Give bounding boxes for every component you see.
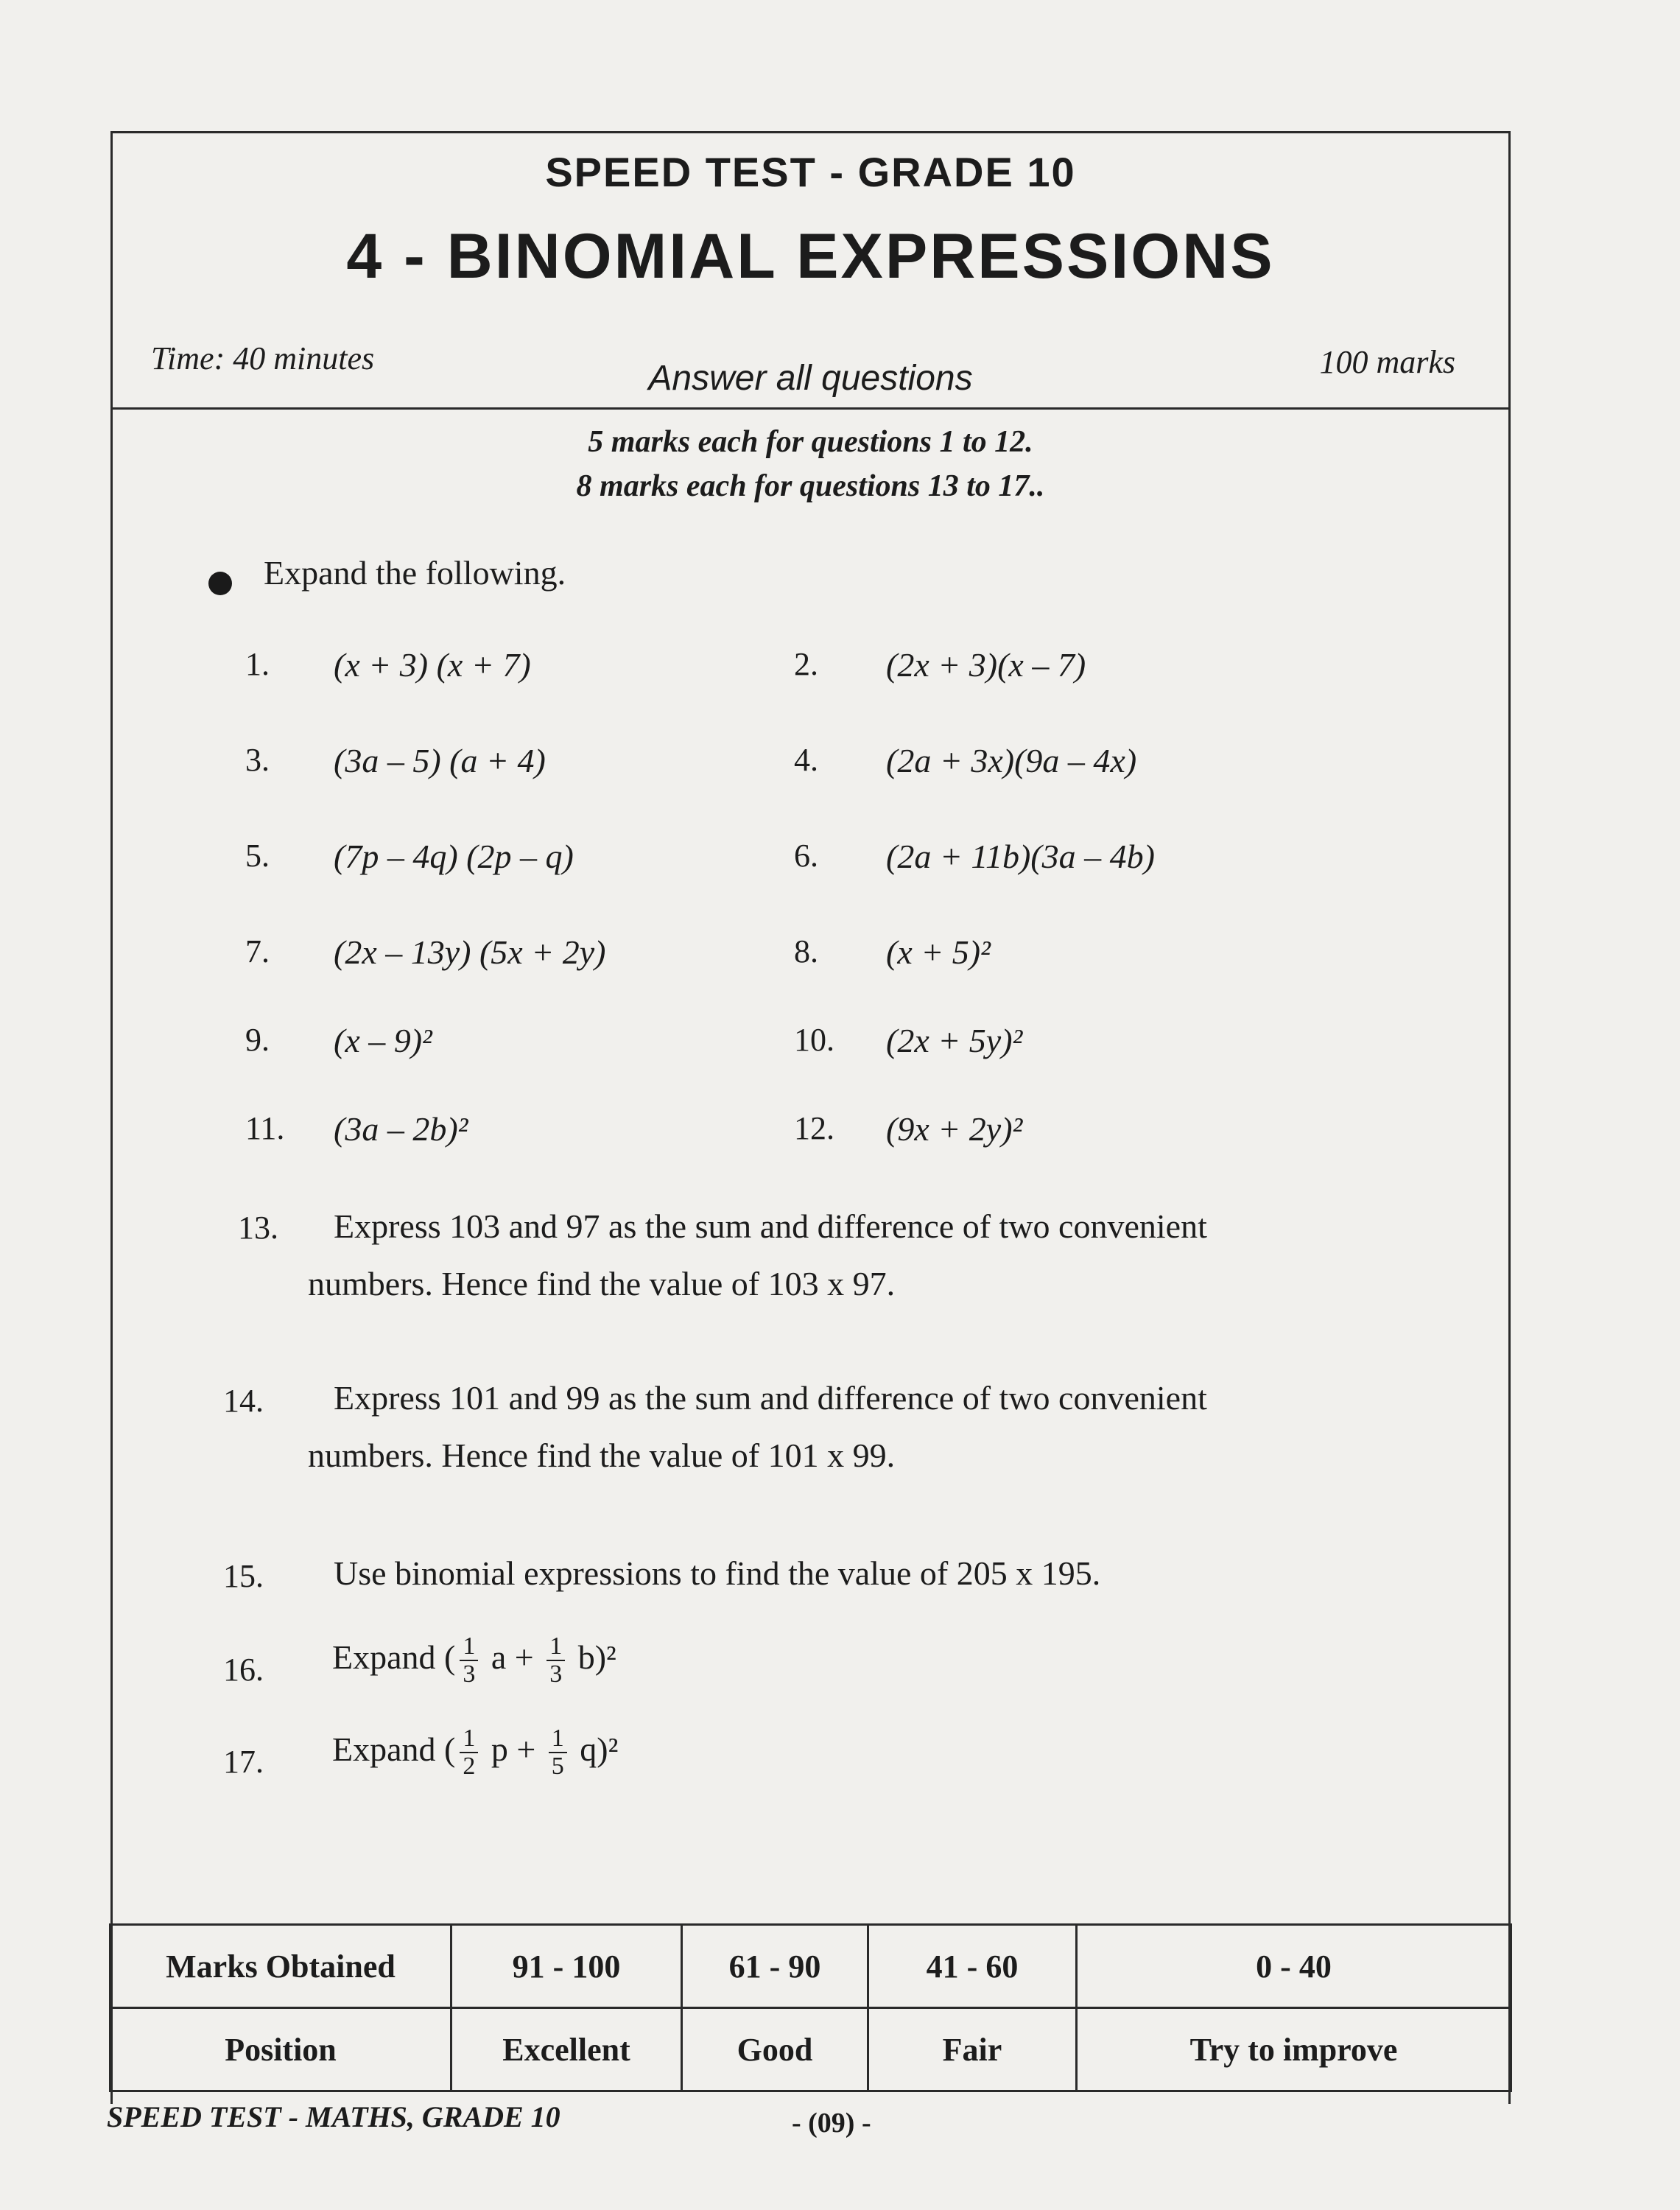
question-expression: (3a – 2b)² (334, 1110, 468, 1148)
question-expression: (7p – 4q) (2p – q) (334, 838, 574, 875)
question-expression: (x + 3) (x + 7) (334, 646, 531, 684)
question-number: 17. (223, 1744, 264, 1780)
question-number: 7. (245, 933, 270, 969)
question-text: Express 101 and 99 as the sum and difference of two convenient numbers. Hence find the value of 101 x 99. (308, 1379, 1207, 1474)
marks-note-1: 5 marks each for questions 1 to 12. (588, 425, 1033, 459)
question-number: 4. (794, 742, 818, 778)
table-header-cell: Position (110, 2008, 451, 2091)
table-cell: Try to improve (1077, 2008, 1511, 2091)
question-number: 5. (245, 838, 270, 874)
question-expression: (2x + 5y)² (886, 1022, 1023, 1059)
table-cell: Excellent (451, 2008, 682, 2091)
question-number: 15. (223, 1558, 264, 1594)
time-label: Time: 40 minutes (151, 340, 375, 376)
fraction: $\frac{1}{3}$ (546, 1633, 565, 1688)
table-header-cell: Marks Obtained (110, 1925, 451, 2008)
question-expression: (9x + 2y)² (886, 1110, 1023, 1148)
marks-note-2: 8 marks each for questions 13 to 17.. (576, 469, 1045, 503)
question-number: 6. (794, 838, 818, 874)
question-number: 10. (794, 1022, 834, 1058)
question-number: 9. (245, 1022, 270, 1058)
test-subtitle: SPEED TEST - GRADE 10 (545, 149, 1076, 195)
question-text: Expand ( $\frac{1}{3}$ a + $\frac{1}{3}$ b)² (332, 1632, 616, 1688)
worksheet (110, 131, 1511, 2104)
table-cell: Fair (868, 2008, 1077, 2091)
table-cell: 91 - 100 (451, 1925, 682, 2008)
question-number: 16. (223, 1652, 264, 1688)
page-title: 4 - BINOMIAL EXPRESSIONS (346, 221, 1275, 292)
total-marks: 100 marks (1319, 344, 1455, 380)
question-number: 1. (245, 646, 270, 682)
question-expression: (x – 9)² (334, 1022, 432, 1059)
question-text: Expand ( $\frac{1}{2}$ p + $\frac{1}{5}$ q)² (332, 1725, 619, 1781)
question-number: 2. (794, 646, 818, 682)
page-number: - (09) - (792, 2108, 871, 2139)
question-number: 13. (238, 1210, 278, 1246)
table-cell: 0 - 40 (1077, 1925, 1511, 2008)
grading-table (109, 1923, 1512, 2092)
table-row (110, 1925, 1511, 2008)
question-number: 8. (794, 933, 818, 969)
table-cell: 61 - 90 (682, 1925, 868, 2008)
footer-title: SPEED TEST - MATHS, GRADE 10 (107, 2100, 560, 2133)
question-expression: (2a + 11b)(3a – 4b) (886, 838, 1155, 875)
answer-all-instruction: Answer all questions (648, 359, 973, 398)
question-number: 12. (794, 1110, 834, 1146)
question-expression: (2x – 13y) (5x + 2y) (334, 933, 606, 971)
table-row (110, 2008, 1511, 2091)
question-number: 3. (245, 742, 270, 778)
question-expression: (2a + 3x)(9a – 4x) (886, 742, 1137, 779)
fraction: $\frac{1}{5}$ (549, 1725, 567, 1780)
table-cell: Good (682, 2008, 868, 2091)
question-text: Use binomial expressions to find the value of 205 x 195. (334, 1554, 1101, 1592)
question-expression: (x + 5)² (886, 933, 991, 971)
question-text: Express 103 and 97 as the sum and difference of two convenient numbers. Hence find the value of 103 x 97. (308, 1207, 1207, 1302)
question-expression: (3a – 5) (a + 4) (334, 742, 546, 779)
header-divider (113, 407, 1508, 410)
table-cell: 41 - 60 (868, 1925, 1077, 2008)
section-instruction: Expand the following. (264, 554, 566, 592)
fraction: $\frac{1}{3}$ (460, 1633, 478, 1688)
bullet-icon (208, 572, 232, 595)
question-number: 11. (245, 1110, 285, 1146)
question-expression: (2x + 3)(x – 7) (886, 646, 1086, 684)
question-number: 14. (223, 1383, 264, 1419)
fraction: $\frac{1}{2}$ (460, 1725, 478, 1780)
